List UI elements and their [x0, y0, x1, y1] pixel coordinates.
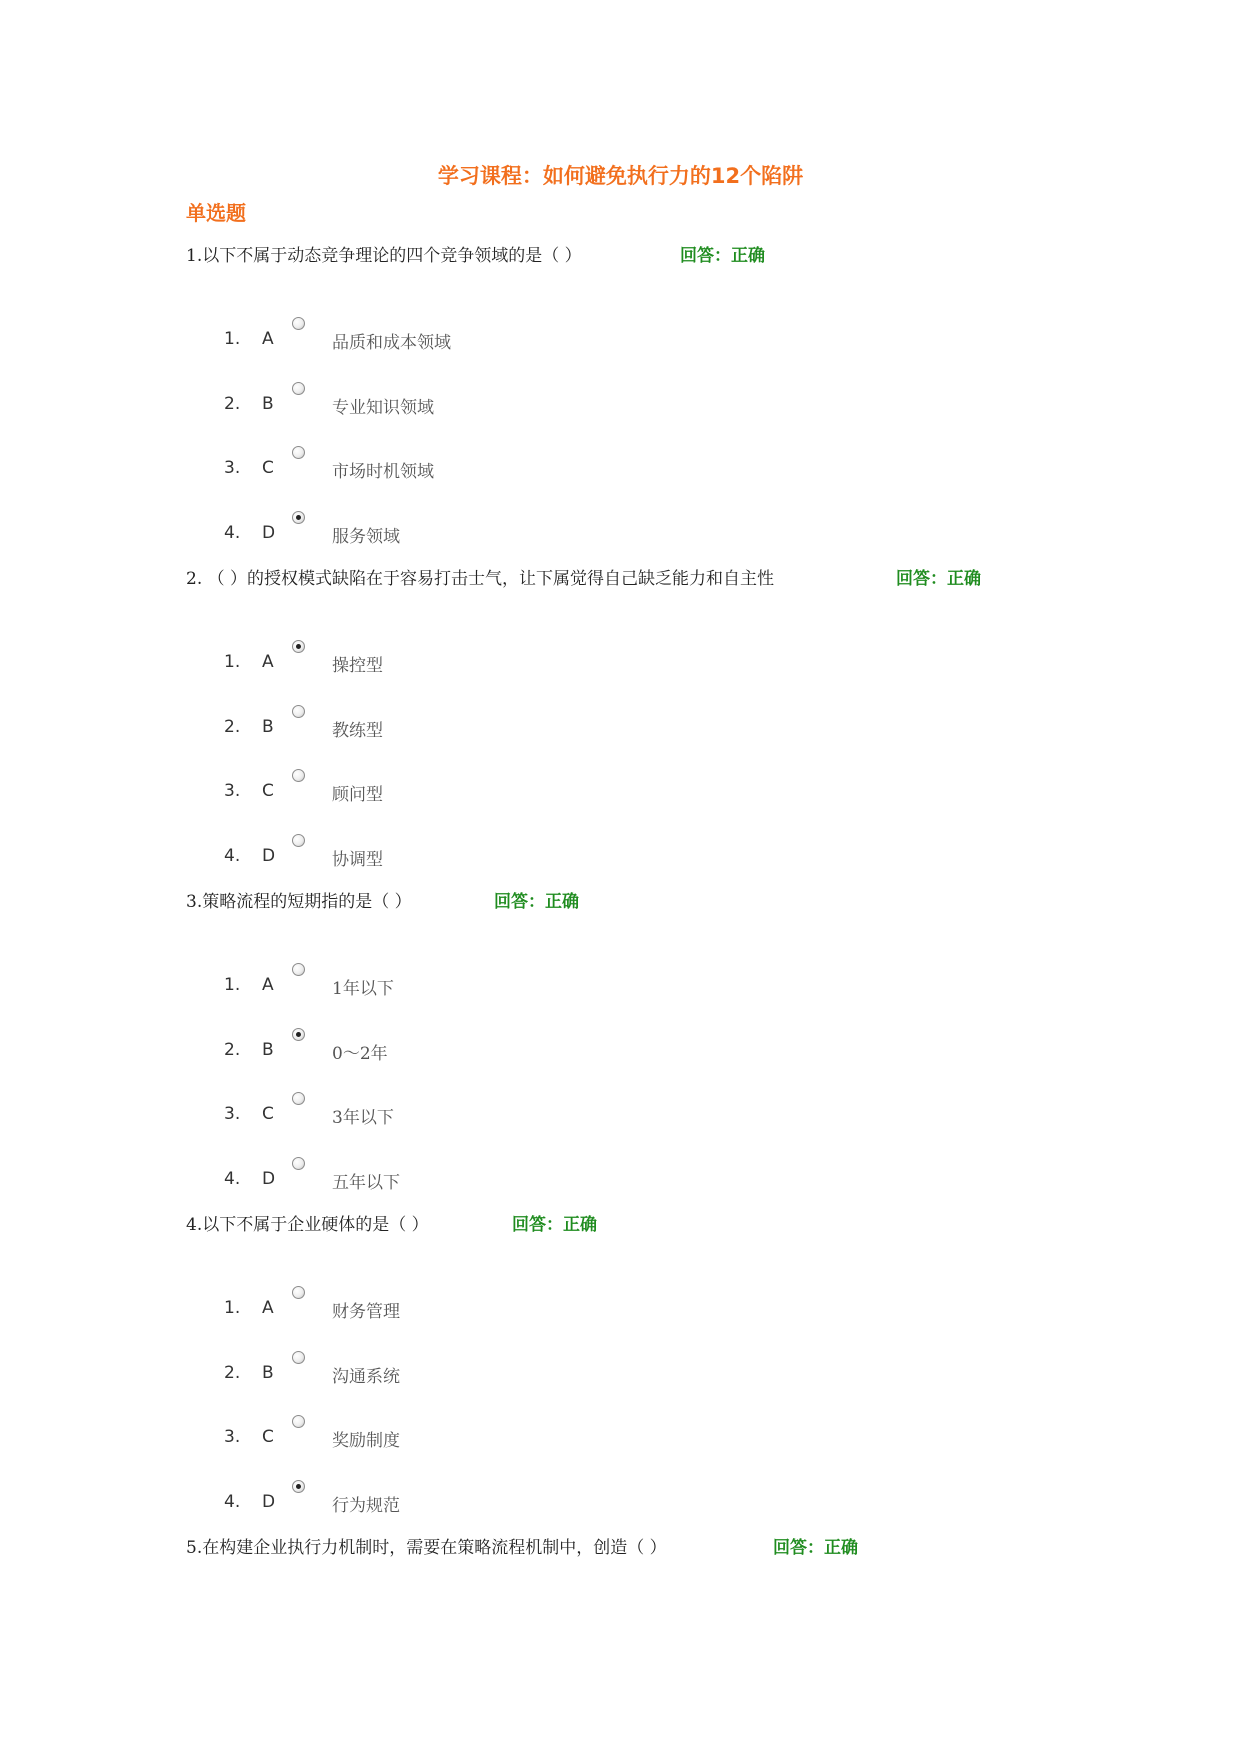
question-2-option-c[interactable] — [0, 777, 1241, 805]
radio-button-icon[interactable] — [292, 1351, 305, 1364]
option-number: 2. — [224, 717, 241, 737]
option-text: 市场时机领域 — [332, 462, 434, 482]
option-letter: A — [262, 975, 274, 995]
option-text: 3年以下 — [332, 1108, 394, 1128]
option-number: 2. — [224, 1040, 241, 1060]
option-number: 3. — [224, 1104, 241, 1124]
question-4-answer-status: 回答：正确 — [512, 1215, 597, 1235]
option-letter: A — [262, 329, 274, 349]
option-letter: D — [262, 1492, 276, 1512]
question-2-option-d[interactable] — [0, 842, 1241, 870]
option-text: 行为规范 — [332, 1496, 400, 1516]
question-2-answer-status: 回答：正确 — [896, 569, 981, 589]
option-letter: B — [262, 1363, 274, 1383]
question-3-option-c[interactable] — [0, 1100, 1241, 1128]
option-letter: D — [262, 846, 276, 866]
option-text: 教练型 — [332, 721, 383, 741]
radio-button-icon[interactable] — [292, 446, 305, 459]
option-number: 4. — [224, 846, 241, 866]
radio-button-icon[interactable] — [292, 834, 305, 847]
question-3-option-a[interactable] — [0, 971, 1241, 999]
option-number: 3. — [224, 458, 241, 478]
option-number: 3. — [224, 1427, 241, 1447]
page-title: 学习课程：如何避免执行力的12个陷阱 — [437, 164, 804, 188]
option-number: 4. — [224, 1492, 241, 1512]
question-4-option-d[interactable] — [0, 1488, 1241, 1516]
question-1-option-b[interactable] — [0, 390, 1241, 418]
option-letter: A — [262, 652, 274, 672]
option-text: 1年以下 — [332, 979, 394, 999]
option-number: 1. — [224, 652, 241, 672]
question-5-answer-status: 回答：正确 — [773, 1538, 858, 1558]
option-letter: C — [262, 1427, 274, 1447]
option-letter: D — [262, 523, 276, 543]
question-1-option-d[interactable] — [0, 519, 1241, 547]
option-number: 2. — [224, 1363, 241, 1383]
option-number: 4. — [224, 1169, 241, 1189]
question-4-option-a[interactable] — [0, 1294, 1241, 1322]
option-number: 1. — [224, 975, 241, 995]
question-3-text: 3.策略流程的短期指的是（ ） — [186, 892, 412, 912]
question-4-text: 4.以下不属于企业硬体的是（ ） — [186, 1215, 429, 1235]
question-2-text: 2. （ ）的授权模式缺陷在于容易打击士气，让下属觉得自己缺乏能力和自主性 — [186, 569, 775, 589]
radio-button-icon[interactable] — [292, 1092, 305, 1105]
option-text: 协调型 — [332, 850, 383, 870]
option-letter: B — [262, 717, 274, 737]
radio-button-icon[interactable] — [292, 1157, 305, 1170]
option-text: 0～2年 — [332, 1044, 388, 1064]
question-5-text: 5.在构建企业执行力机制时，需要在策略流程机制中，创造（ ） — [186, 1538, 667, 1558]
option-letter: B — [262, 394, 274, 414]
question-3-answer-status: 回答：正确 — [494, 892, 579, 912]
option-letter: C — [262, 1104, 274, 1124]
radio-button-selected-icon[interactable] — [292, 511, 305, 524]
option-text: 五年以下 — [332, 1173, 400, 1193]
option-text: 服务领域 — [332, 527, 400, 547]
option-number: 4. — [224, 523, 241, 543]
question-3-option-d[interactable] — [0, 1165, 1241, 1193]
option-number: 1. — [224, 1298, 241, 1318]
question-1-answer-status: 回答：正确 — [680, 246, 765, 266]
radio-button-selected-icon[interactable] — [292, 640, 305, 653]
radio-button-icon[interactable] — [292, 1415, 305, 1428]
option-letter: C — [262, 458, 274, 478]
option-letter: A — [262, 1298, 274, 1318]
radio-button-selected-icon[interactable] — [292, 1028, 305, 1041]
question-4-option-c[interactable] — [0, 1423, 1241, 1451]
question-1-text: 1.以下不属于动态竞争理论的四个竞争领域的是（ ） — [186, 246, 582, 266]
radio-button-selected-icon[interactable] — [292, 1480, 305, 1493]
question-1-option-c[interactable] — [0, 454, 1241, 482]
radio-button-icon[interactable] — [292, 317, 305, 330]
option-number: 3. — [224, 781, 241, 801]
question-2-option-b[interactable] — [0, 713, 1241, 741]
option-letter: C — [262, 781, 274, 801]
radio-button-icon[interactable] — [292, 769, 305, 782]
radio-button-icon[interactable] — [292, 1286, 305, 1299]
radio-button-icon[interactable] — [292, 963, 305, 976]
section-heading: 单选题 — [186, 201, 246, 225]
option-letter: B — [262, 1040, 274, 1060]
option-text: 操控型 — [332, 656, 383, 676]
option-text: 专业知识领域 — [332, 398, 434, 418]
option-text: 品质和成本领域 — [332, 333, 451, 353]
option-text: 奖励制度 — [332, 1431, 400, 1451]
radio-button-icon[interactable] — [292, 382, 305, 395]
option-letter: D — [262, 1169, 276, 1189]
question-3-option-b[interactable] — [0, 1036, 1241, 1064]
question-1-option-a[interactable] — [0, 325, 1241, 353]
option-number: 1. — [224, 329, 241, 349]
radio-button-icon[interactable] — [292, 705, 305, 718]
option-text: 财务管理 — [332, 1302, 400, 1322]
question-2-option-a[interactable] — [0, 648, 1241, 676]
option-text: 沟通系统 — [332, 1367, 400, 1387]
question-4-option-b[interactable] — [0, 1359, 1241, 1387]
option-text: 顾问型 — [332, 785, 383, 805]
option-number: 2. — [224, 394, 241, 414]
